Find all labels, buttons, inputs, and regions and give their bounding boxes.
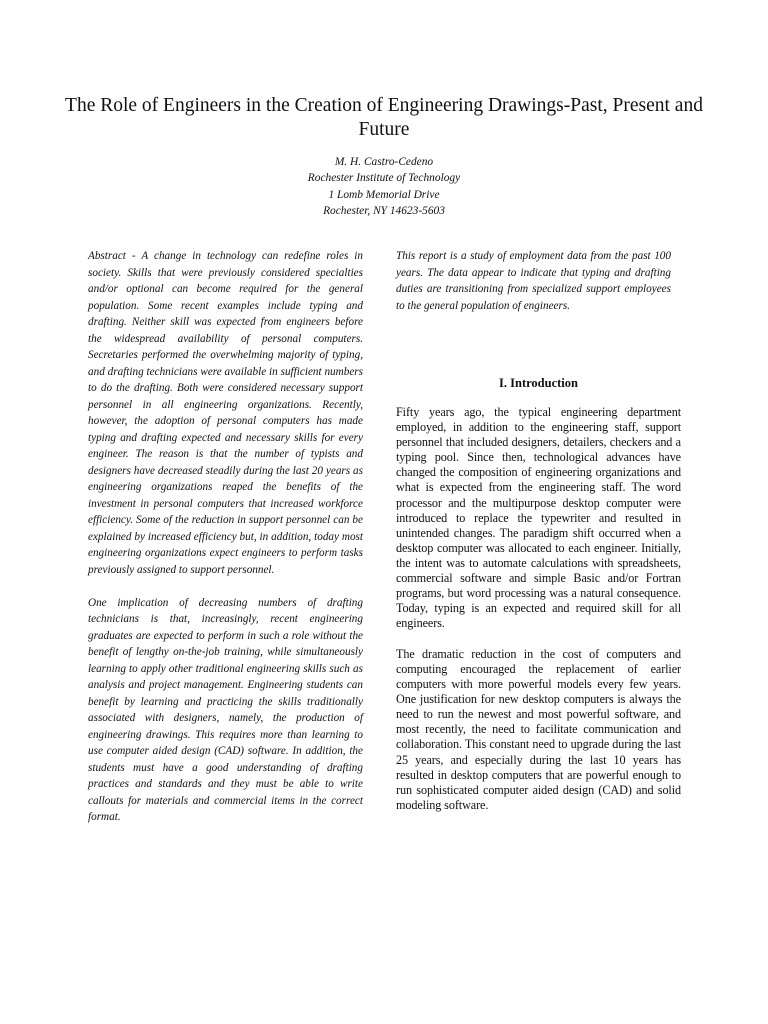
introduction-body [396,405,681,813]
section-heading-introduction: I. Introduction [499,376,578,390]
right-column-abstract [396,248,671,314]
author-name: M. H. Castro-Cedeno [334,156,434,168]
abstract-paragraph: Abstract - A change in technology can redefine roles in society. Skills that were previously considered specialties and/or optional can become required for the general population. Some recent examples include typing and drafting. Neither skill was expected from engineers before the widespread availability of personal computers. Secretaries performed the overwhelming majority of typing, and drafting technicians were available in sufficient numbers to do the drafting. Both were considered necessary support personnel in all engineering organizations. Recently, however, the adoption of personal computers has made typing and drafting expected and necessary skills for every engineer. The reason is that the number of typists and designers have decreased steadily during the last 20 years as engineering organizations reaped the benefits of the investment in personal computers that increased workforce efficiency. Some of the reduction in support personnel can be explained by increased efficiency but, in addition, today most engineering organizations expect engineers to perform tasks previously assigned to support personnel. [88,250,363,576]
left-column [88,248,363,826]
author-block [184,154,584,219]
abstract-paragraph: This report is a study of employment data from the past 100 years. The data appear to indicate that typing and drafting duties are transitioning from specialized support employees to the general population of engineers. [396,250,671,312]
paper-title: The Role of Engineers in the Creation of Engineering Drawings-Past, Present and Future [65,95,703,140]
body-paragraph: Fifty years ago, the typical engineering department employed, in addition to the engineering staff, support personnel that included designers, detailers, checkers and a typing pool. Since then, technological advances have changed the composition of engineering organizations and what is expected from the engineering staff. The word processor and the multipurpose desktop computer were introduced to replace the typewriter and resulted in unintended changes. The paradigm shift occurred when a desktop computer was allocated to each engineer. Initially, the intent was to automate calculations with spreadsheets, commercial software and simple Basic and/or Fortran programs, but word processing was a natural consequence. Today, typing is an expected and required skill for all engineers. [396,405,681,631]
abstract-paragraph: One implication of decreasing numbers of drafting technicians is that, increasingly, recent engineering graduates are expected to perform in such a role without the benefit of lengthy on-the-job training, while simultaneously learning to apply other traditional engineering skills such as analysis and project management. Engineering students can benefit by learning and practicing the skills traditionally associated with designers, namely, the production of engineering drawings. This requires more than learning to use computer aided design (CAD) software. In addition, the students must have a good understanding of drafting practices and standards and they must be able to write callouts for materials and commercial items in the correct format. [88,596,363,823]
body-paragraph: The dramatic reduction in the cost of computers and computing encouraged the replacement of earlier computers with more powerful models every few years. One justification for new desktop computers is always the need to run the newest and most powerful software, and most recently, the need to facilitate communication and collaboration. This constant need to upgrade during the last 25 years, and especially during the last 10 years has resulted in desktop computers that are powerful enough to run sophisticated computer aided design (CAD) and solid modeling software. [396,646,681,812]
author-address-line1: 1 Lomb Memorial Drive [328,188,440,201]
author-affiliation: Rochester Institute of Technology [307,172,461,185]
author-address-line2: Rochester, NY 14623-5603 [323,204,445,217]
